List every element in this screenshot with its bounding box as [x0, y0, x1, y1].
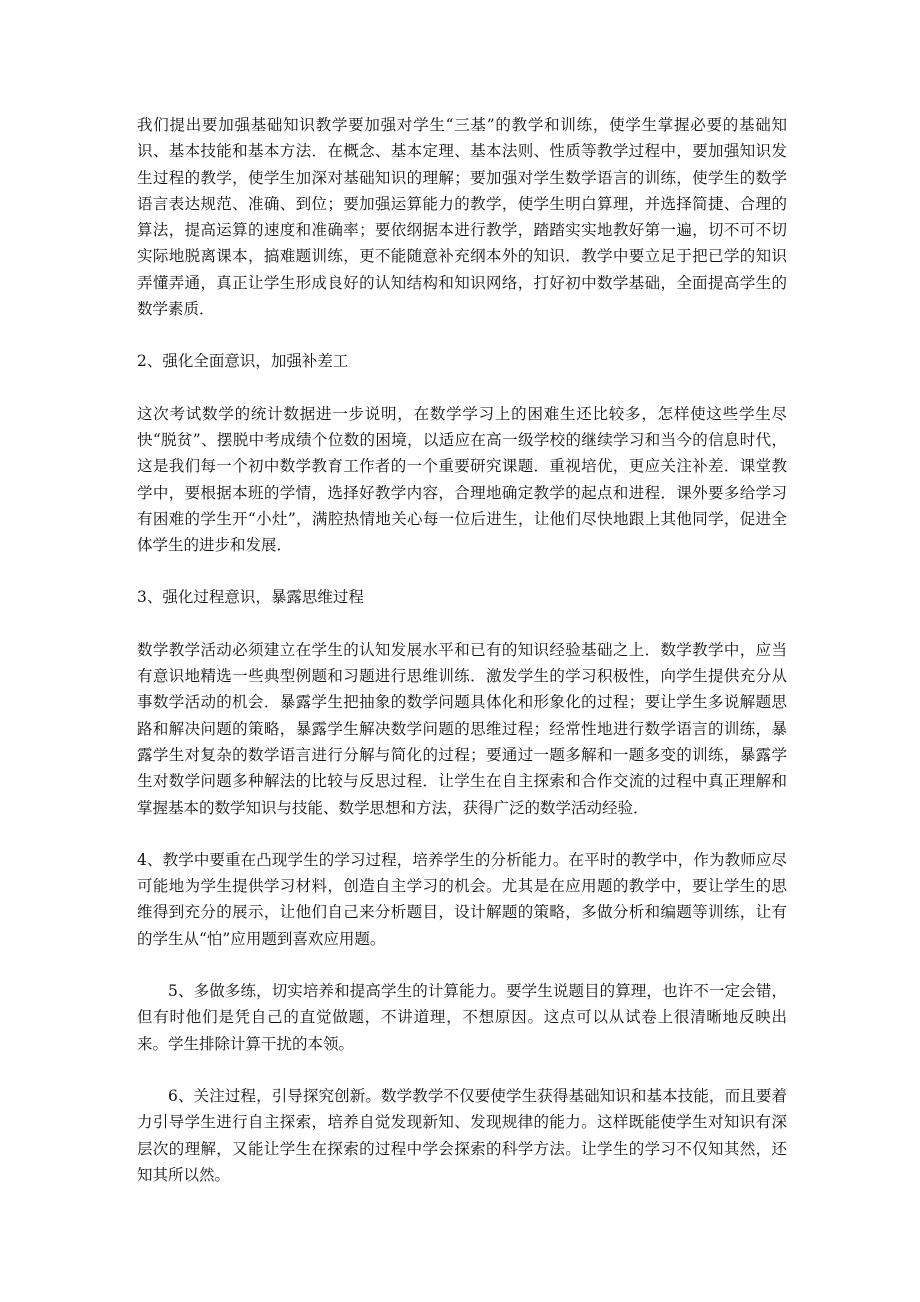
spacer — [137, 821, 787, 847]
paragraph-basics: 我们提出要加强基础知识教学要加强对学生“三基”的教学和训练，使学生掌握必要的基础知识、基本技能和基本方法．在概念、基本定理、基本法则、性质等教学过程中，要加强知识发生过程的教学，使学生加深对基础知识的理解；要加强对学生数学语言的训练，使学生的数学语言表达规范、准确、到位；要加强运算能力的教学，使学生明白算理，并选择简捷、合理的算法，提高运算的速度和准确率；要依纲据本进行教学，踏踏实实地教好第一遍，切不可不切实际地脱离课本，搞难题训练，更不能随意补充纲本外的知识．教学中要立足于把已学的知识弄懂弄通，真正让学生形成良好的认知结构和知识网络，打好初中数学基础，全面提高学生的数学素质． — [137, 116, 787, 319]
paragraph-section-4: 4、教学中要重在凸现学生的学习过程，培养学生的分析能力。在平时的教学中，作为教师应尽可能地为学生提供学习材料，创造自主学习的机会。尤其是在应用题的教学中，要让学生的思维得到充分的展示，让他们自己来分析题目，设计解题的策略，多做分析和编题等训练，让有的学生从“怕”应用题到喜欢应用题。 — [137, 850, 787, 948]
spacer — [137, 558, 787, 584]
spacer — [137, 611, 787, 637]
paragraph-section-5: 5、多做多练，切实培养和提高学生的计算能力。要学生说题目的算理，也许不一定会错，但有时他们是凭自己的直觉做题，不讲道理，不想原因。这点可以从试卷上很清晰地反映出来。学生排除计算干扰的本领。 — [137, 982, 787, 1053]
spacer — [137, 322, 787, 348]
paragraph-remedial: 这次考试数学的统计数据进一步说明，在数学学习上的困难生还比较多，怎样使这些学生尽快“脱贫”、摆脱中考成绩个位数的困境，以适应在高一级学校的继续学习和当今的信息时代，这是我们每一个初中数学教育工作者的一个重要研究课题．重视培优，更应关注补差．课堂教学中，要根据本班的学情，选择好教学内容，合理地确定教学的起点和进程．课外要多给学习有困难的学生开“小灶”，满腔热情地关心每一位后进生，让他们尽快地跟上其他同学，促进全体学生的进步和发展． — [137, 404, 787, 555]
document-body — [137, 112, 787, 1188]
heading-section-3: 3、强化过程意识，暴露思维过程 — [137, 588, 364, 607]
spacer — [137, 952, 787, 978]
spacer — [137, 375, 787, 401]
heading-section-2: 2、强化全面意识，加强补差工 — [137, 352, 349, 371]
spacer — [137, 1057, 787, 1083]
paragraph-section-6: 6、关注过程，引导探究创新。数学教学不仅要使学生获得基础知识和基本技能，而且要着力引导学生进行自主探索，培养自觉发现新知、发现规律的能力。这样既能使学生对知识有深层次的理解，又能让学生在探索的过程中学会探索的科学方法。让学生的学习不仅知其然，还知其所以然。 — [137, 1086, 787, 1184]
paragraph-thinking-process: 数学教学活动必须建立在学生的认知发展水平和已有的知识经验基础之上．数学教学中，应当有意识地精选一些典型例题和习题进行思维训练．激发学生的学习积极性，向学生提供充分从事数学活动的机会．暴露学生把抽象的数学问题具体化和形象化的过程；要让学生多说解题思路和解决问题的策略，暴露学生解决数学问题的思维过程；经常性地进行数学语言的训练，暴露学生对复杂的数学语言进行分解与简化的过程；要通过一题多解和一题多变的训练，暴露学生对数学问题多种解法的比较与反思过程．让学生在自主探索和合作交流的过程中真正理解和掌握基本的数学知识与技能、数学思想和方法，获得广泛的数学活动经验． — [137, 640, 787, 817]
